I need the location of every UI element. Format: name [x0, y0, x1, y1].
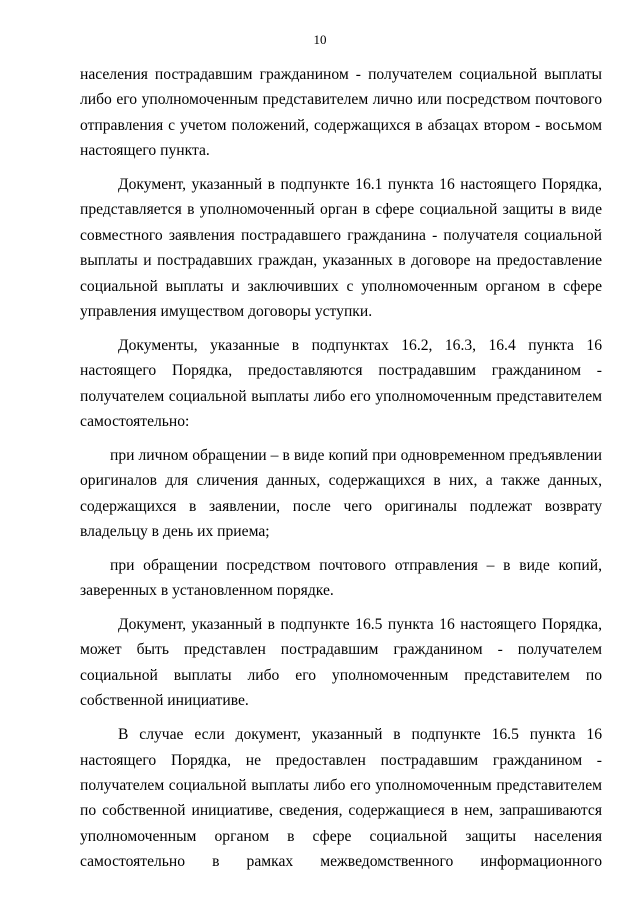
page-number: 10: [313, 32, 327, 47]
paragraph-own-initiative: Документ, указанный в подпункте 16.5 пункта 16 настоящего Порядка, может быть представлен пострадавшим гражданином - получателем социальной выплаты либо его уполномоченным представителем по собственной инициативе.: [80, 616, 602, 710]
paragraph-joint-application: Документ, указанный в подпункте 16.1 пункта 16 настоящего Порядка, представляется в уполномоченный орган в сфере социальной защиты в виде совместного заявления пострадавшего гражданина - получателя социальной выплаты и пострадавших граждан, указанных в договоре на предоставление социальной выплаты и заключивших с уполномоченным органом в сфере управления имуществом договоры уступки.: [80, 176, 602, 321]
list-item-postal-submission: при обращении посредством почтового отправления – в виде копий, заверенных в установленном порядке.: [80, 556, 602, 600]
list-item-personal-visit: при личном обращении – в виде копий при одновременном предъявлении оригиналов для сличения данных, содержащихся в них, а также данных, содержащихся в заявлении, после чего оригиналы подлежат возврату владельцу в день их приема;: [80, 446, 602, 541]
paragraph-continuation: населения пострадавшим гражданином - получателем социальной выплаты либо его уполномоченным представителем лично или посредством почтового отправления с учетом положений, содержащихся в абзацах втором - восьмом настоящего пункта.: [80, 66, 602, 160]
paragraph-documents-self-submission: Документы, указанные в подпунктах 16.2, 16.3, 16.4 пункта 16 настоящего Порядка, предоставляются пострадавшим гражданином - получателем социальной выплаты либо его уполномоченным представителем самостоятельно:: [80, 336, 602, 431]
document-body: [80, 62, 602, 875]
paragraph-interagency-request: В случае если документ, указанный в подпункте 16.5 пункта 16 настоящего Порядка, не предоставлен пострадавшим гражданином - получателем социальной выплаты либо его уполномоченным представителем по собственной инициативе, сведения, содержащиеся в нем, запрашиваются уполномоченным органом в сфере социальной защиты населения самостоятельно в рамках межведомственного информационного: [80, 726, 602, 871]
